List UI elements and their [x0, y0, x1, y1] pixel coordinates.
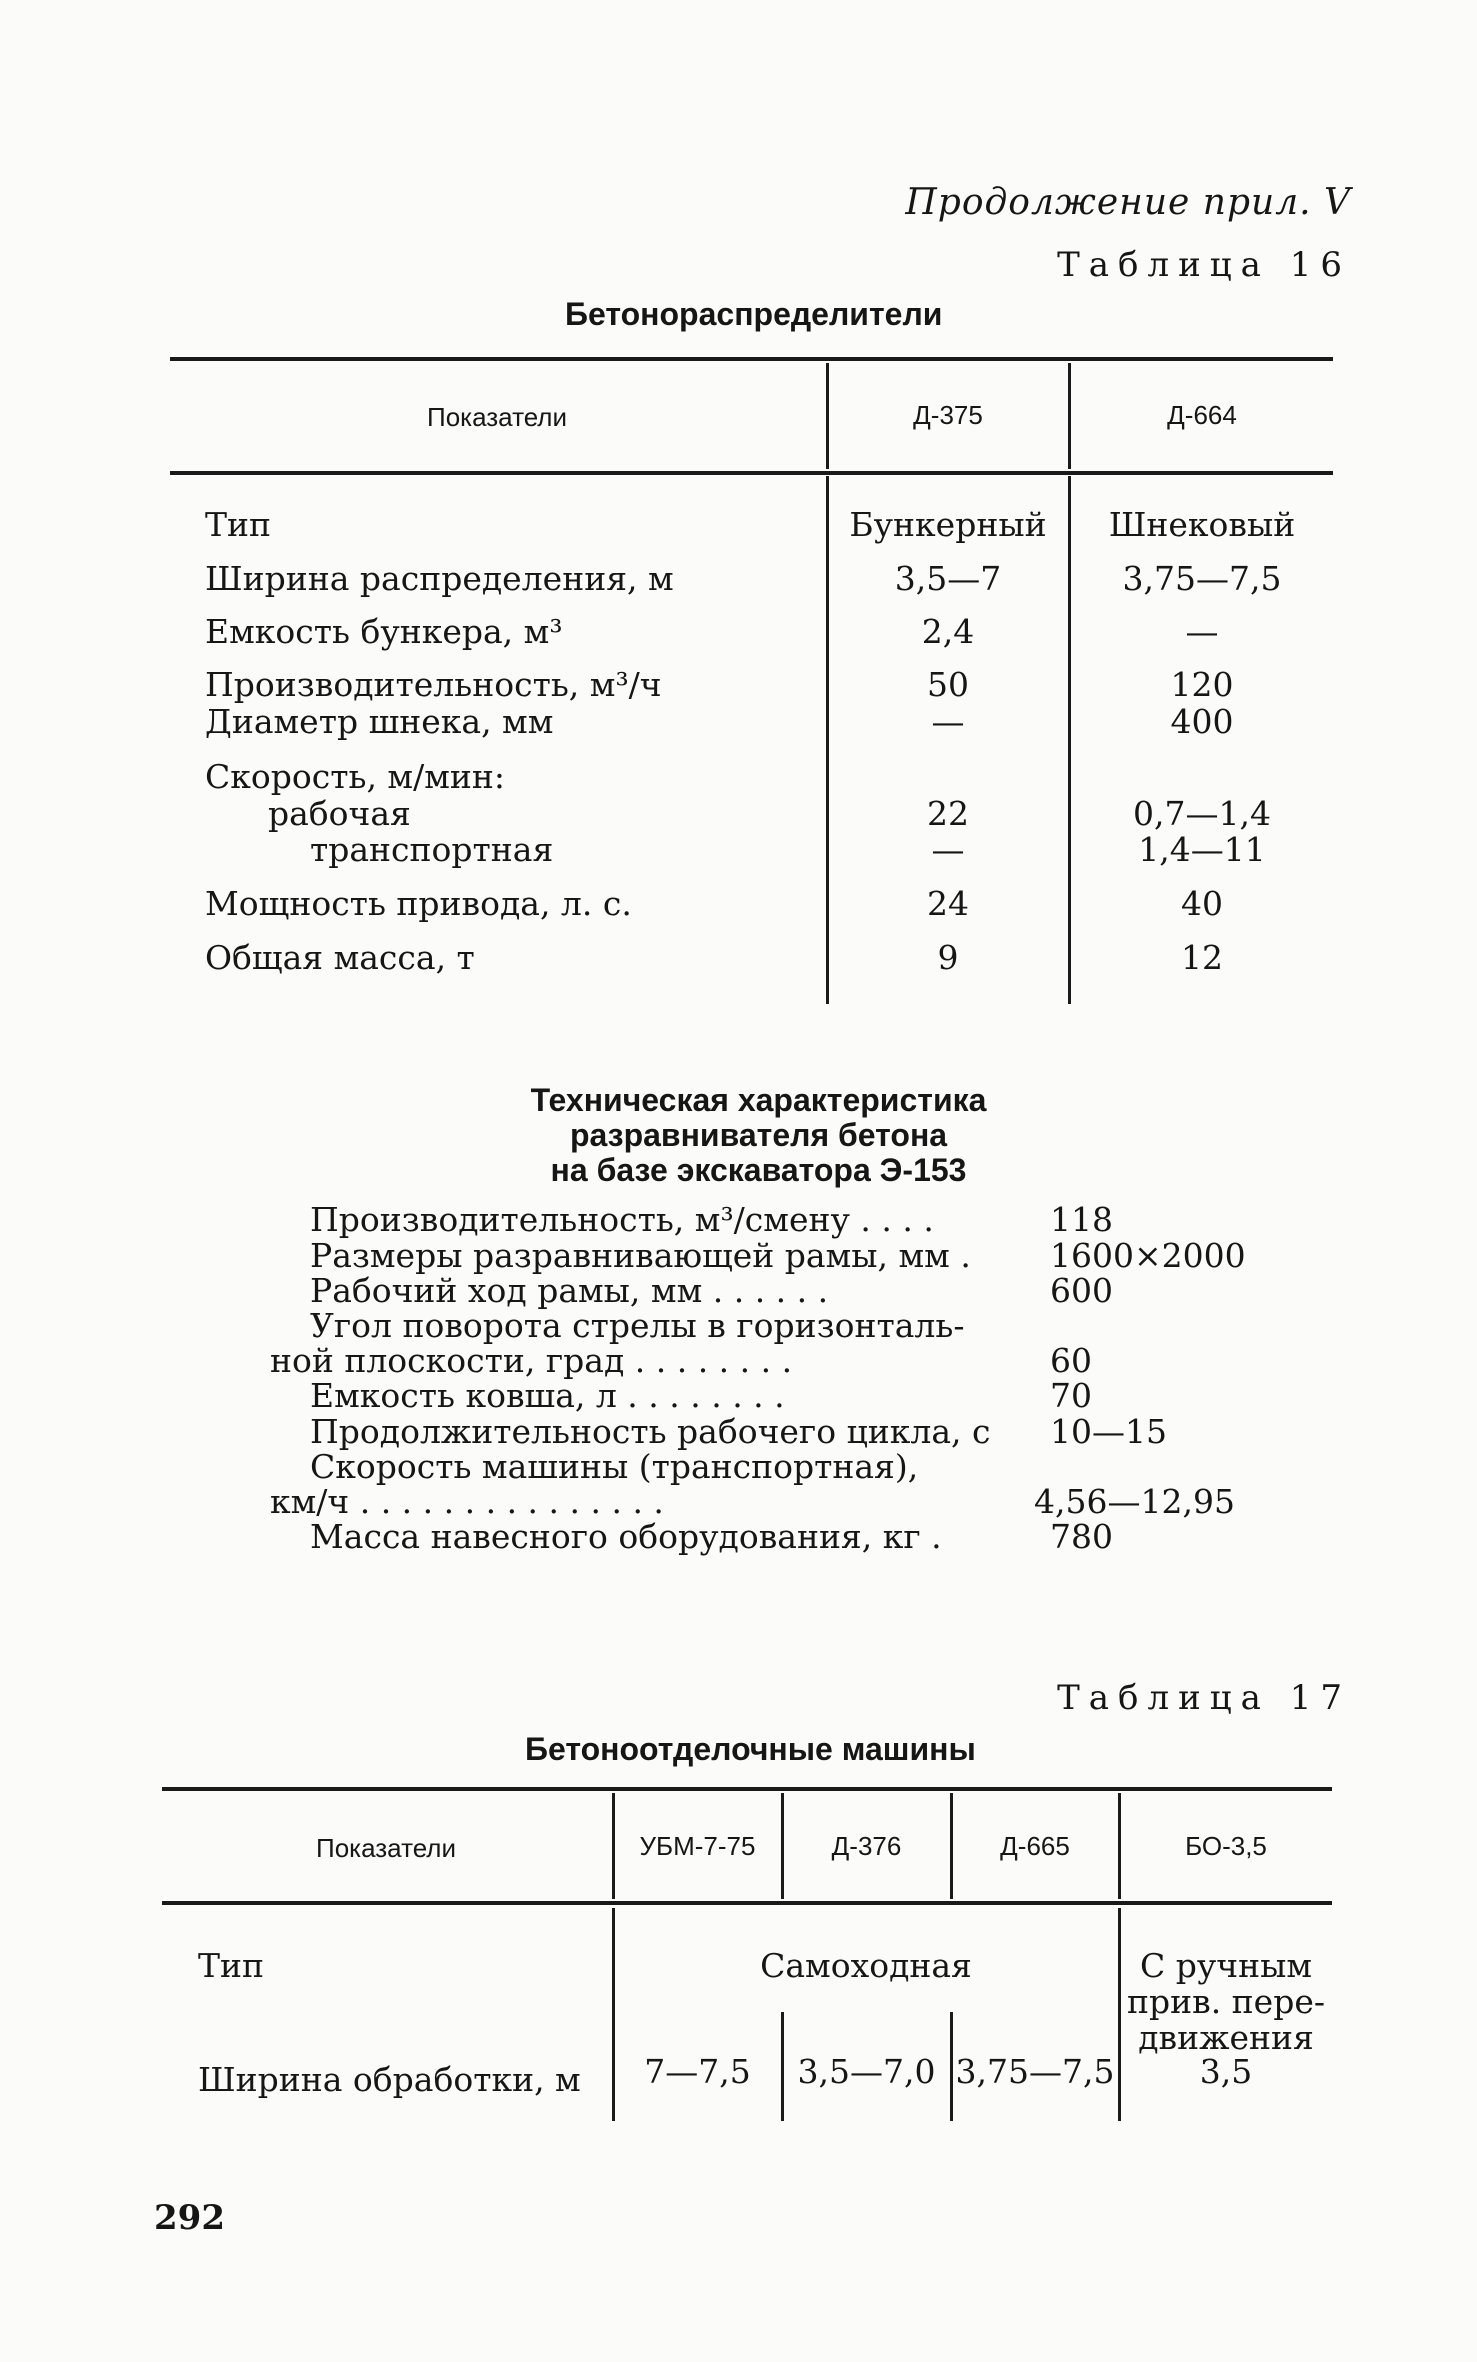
table17-row-type-last: С ручным: [1139, 1946, 1313, 1985]
spec-item-label: Размеры разравнивающей рамы, мм .: [310, 1236, 971, 1275]
table16-row-value: —: [1185, 612, 1219, 651]
table16-row-label: транспортная: [310, 830, 554, 869]
table17-row-width-value: 7—7,5: [644, 2052, 751, 2091]
table17-header-rule: [162, 1901, 1332, 1905]
spec-title-line-1: Техническая характеристика: [530, 1082, 987, 1118]
table16-row-value: 40: [1181, 884, 1223, 923]
table17-title: Бетоноотделочные машины: [525, 1731, 976, 1767]
spec-item-label: Угол поворота стрелы в горизонталь-: [310, 1306, 965, 1345]
spec-item-label: ной плоскости, град . . . . . . . .: [270, 1341, 793, 1380]
table16-row-value: 9: [937, 938, 959, 977]
table16-row-label: Емкость бункера, м³: [205, 612, 563, 651]
table16-row-label: рабочая: [268, 794, 411, 833]
table16-row-value: 22: [927, 794, 969, 833]
table16-row-value: —: [931, 830, 965, 869]
table16-row-value: 2,4: [921, 612, 975, 651]
table17-header-ubm: УБМ-7-75: [639, 1831, 756, 1861]
table16-header-indicators: Показатели: [427, 402, 567, 432]
table17-row-width-label: Ширина обработки, м: [198, 2060, 581, 2099]
table17-row-type-label: Тип: [198, 1946, 264, 1985]
spec-item-value: 780: [1050, 1517, 1113, 1556]
continuation-note: Продолжение прил. V: [905, 182, 1351, 223]
spec-item-label: Продолжительность рабочего цикла, с: [310, 1412, 991, 1451]
table16-header-d664: Д-664: [1167, 400, 1237, 430]
spec-item-value: 60: [1050, 1341, 1092, 1380]
table16-row-value: 50: [927, 665, 969, 704]
table17-row-width-value: 3,75—7,5: [955, 2052, 1115, 2091]
table17-label: Таблица 17: [1057, 1678, 1351, 1718]
spec-item-value: 70: [1050, 1376, 1092, 1415]
table17-row-type-last: движения: [1138, 2018, 1314, 2057]
table17-header-d376: Д-376: [831, 1831, 902, 1861]
spec-item-value: 1600×2000: [1050, 1236, 1246, 1275]
spec-item-label: Скорость машины (транспортная),: [310, 1447, 919, 1486]
table17-header-bo35: БО-3,5: [1185, 1831, 1267, 1861]
table16-row-value: 1,4—11: [1138, 830, 1266, 869]
table16-row-label: Диаметр шнека, мм: [205, 702, 554, 741]
spec-item-value: 10—15: [1050, 1412, 1167, 1451]
table16-row-value: 24: [927, 884, 969, 923]
table17-header-d665: Д-665: [1000, 1831, 1070, 1861]
table16-label: Таблица 16: [1057, 245, 1351, 285]
table16-row-value: 0,7—1,4: [1133, 794, 1271, 833]
table16-row-label: Ширина распределения, м: [205, 559, 674, 598]
table17-row-width-value: 3,5—7,0: [797, 2052, 936, 2091]
spec-item-label: Емкость ковша, л . . . . . . . .: [310, 1376, 785, 1415]
table16-top-rule: [170, 357, 1333, 361]
table16-row-value: 3,5—7: [894, 559, 1002, 598]
page-number: 292: [154, 2198, 225, 2238]
table17-top-rule: [162, 1787, 1332, 1791]
spec-item-label: Рабочий ход рамы, мм . . . . . .: [310, 1271, 829, 1310]
table16-row-label: Скорость, м/мин:: [205, 757, 505, 796]
table16-row-value: 3,75—7,5: [1122, 559, 1282, 598]
table16-row-label: Тип: [205, 505, 271, 544]
table16-row-value: 120: [1170, 665, 1234, 704]
table16-row-label: Мощность привода, л. с.: [205, 884, 632, 923]
table16-row-value: 400: [1170, 702, 1234, 741]
table16-row-value: Бункерный: [849, 505, 1047, 544]
spec-item-value: 118: [1050, 1200, 1113, 1239]
table16-row-label: Общая масса, т: [205, 938, 475, 977]
table17-header-indicators: Показатели: [316, 1833, 456, 1863]
spec-title-line-2: разравнивателя бетона: [569, 1117, 948, 1153]
table16-header-rule: [170, 471, 1333, 475]
spec-item-label: Производительность, м³/смену . . . .: [310, 1200, 934, 1239]
spec-item-value: 600: [1050, 1271, 1113, 1310]
spec-title-line-3: на базе экскаватора Э-153: [550, 1152, 967, 1188]
table17-row-width-value: 3,5: [1199, 2052, 1253, 2091]
table17-row-type-span: Самоходная: [760, 1946, 972, 1985]
table16-row-label: Производительность, м³/ч: [205, 665, 662, 704]
table16-row-value: Шнековый: [1108, 505, 1296, 544]
table17-row-type-last: прив. пере-: [1127, 1982, 1325, 2021]
table16-header-d375: Д-375: [913, 400, 983, 430]
spec-item-value: 4,56—12,95: [1034, 1482, 1235, 1521]
spec-item-label: Масса навесного оборудования, кг .: [310, 1517, 942, 1556]
table16-row-value: 12: [1181, 938, 1223, 977]
spec-item-label: км/ч . . . . . . . . . . . . . . .: [270, 1482, 664, 1521]
table16-title: Бетонораспределители: [565, 296, 943, 332]
table16-row-value: —: [931, 702, 965, 741]
